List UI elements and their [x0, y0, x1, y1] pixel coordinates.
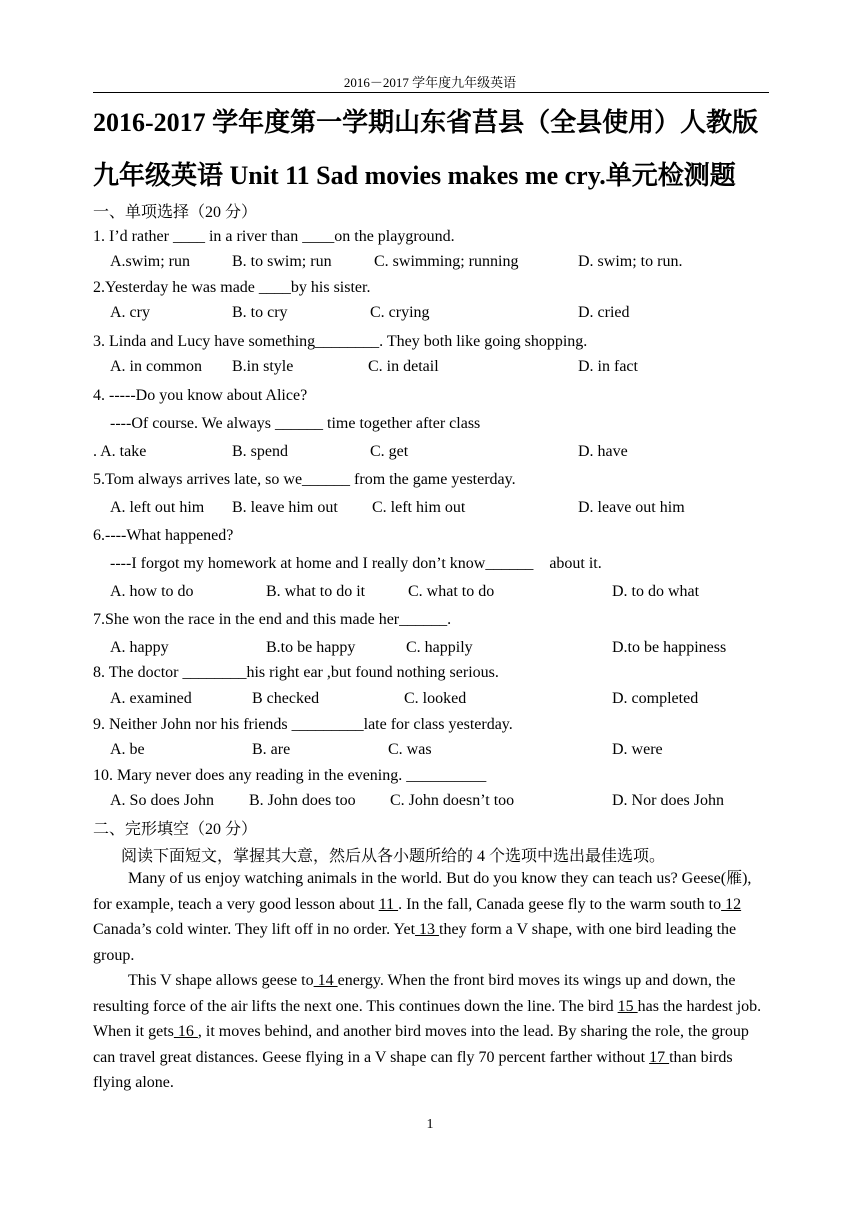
- question-stem: 3. Linda and Lucy have something________. They both like going shopping.: [93, 333, 588, 350]
- header-rule: [93, 92, 769, 93]
- blank-13: 13: [415, 921, 440, 939]
- option: C. what to do: [408, 583, 495, 600]
- blank-16: 16: [173, 1023, 198, 1041]
- option: . A. take: [93, 443, 147, 460]
- option: B. John does too: [249, 792, 356, 809]
- option: D. were: [612, 741, 663, 758]
- section-heading-choice: 一、单项选择（20 分）: [93, 204, 258, 221]
- option: D. have: [578, 443, 628, 460]
- option: A. So does John: [110, 792, 215, 809]
- option: B.to be happy: [266, 639, 356, 656]
- option: C. get: [370, 443, 409, 460]
- option: C. happily: [406, 639, 473, 656]
- blank-15: 15: [617, 997, 638, 1015]
- blank-12: 12: [721, 895, 742, 913]
- question-stem: 10. Mary never does any reading in the evening. __________: [93, 767, 487, 784]
- question-stem: 1. I’d rather ____ in a river than ____on the playground.: [93, 228, 455, 245]
- option: B. leave him out: [232, 499, 338, 516]
- running-header: 2016－2017 学年度九年级英语: [343, 75, 517, 90]
- option: A. happy: [110, 639, 169, 656]
- question-stem: 6.----What happened?: [93, 527, 234, 544]
- cloze-paragraph-1: Many of us enjoy watching animals in the world. But do you know they can teach us? Geese(雁), for example, teach a very good lesson about 11 . In the fall, Canada geese fly to the warm south to 12 Canada’s cold winter. They lift off in no order. Yet 13 they form a V shape, with one bird leading the group.: [93, 870, 752, 964]
- cloze-paragraph-2: This V shape allows geese to 14 energy. When the front bird moves its wings up and down, the resulting force of the air lifts the next one. This continues down the line. The bird 15 has the hardest job. When it gets 16 , it moves behind, and another bird moves into the lead. By sharing the role, the group can travel great distances. Geese flying in a V shape can fly 70 percent farther without 17 than birds flying alone.: [93, 972, 762, 1092]
- blank-11: 11: [378, 895, 399, 913]
- question-stem: 8. The doctor ________his right ear ,but found nothing serious.: [93, 664, 499, 681]
- option: A. in common: [110, 358, 202, 375]
- section-heading-cloze: 二、完形填空（20 分）: [93, 821, 258, 838]
- question-stem-reply: ----Of course. We always ______ time together after class: [110, 415, 481, 432]
- option: D. in fact: [578, 358, 638, 375]
- option: A. how to do: [110, 583, 194, 600]
- page-number: 1: [426, 1117, 434, 1132]
- option: A. cry: [110, 304, 150, 321]
- option: D. swim; to run.: [578, 253, 683, 270]
- option: B. to cry: [232, 304, 288, 321]
- option: B. what to do it: [266, 583, 366, 600]
- question-stem: 5.Tom always arrives late, so we______ from the game yesterday.: [93, 471, 516, 488]
- option: D. completed: [612, 690, 699, 707]
- question-stem: 2.Yesterday he was made ____by his sister.: [93, 279, 371, 296]
- option: A. examined: [110, 690, 192, 707]
- blank-17: 17: [649, 1048, 670, 1066]
- option: A. be: [110, 741, 145, 758]
- document-title-line2: 九年级英语 Unit 11 Sad movies makes me cry.单元检测题: [93, 161, 736, 190]
- option: B. to swim; run: [232, 253, 332, 270]
- option: C. in detail: [368, 358, 439, 375]
- option: B checked: [252, 690, 320, 707]
- question-stem: 9. Neither John nor his friends _________late for class yesterday.: [93, 716, 513, 733]
- option: C. left him out: [372, 499, 466, 516]
- option: C. crying: [370, 304, 430, 321]
- option: D. to do what: [612, 583, 700, 600]
- document-title-line1: 2016-2017 学年度第一学期山东省莒县（全县使用）人教版: [93, 108, 759, 137]
- option: B.in style: [232, 358, 294, 375]
- option: C. swimming; running: [374, 253, 519, 270]
- option: A. left out him: [110, 499, 205, 516]
- option: C. was: [388, 741, 432, 758]
- option: D. cried: [578, 304, 630, 321]
- blank-14: 14: [313, 972, 338, 989]
- question-stem: 7.She won the race in the end and this made her______.: [93, 611, 452, 628]
- option: D.to be happiness: [612, 639, 727, 656]
- option: C. John doesn’t too: [390, 792, 515, 809]
- option: D. leave out him: [578, 499, 685, 516]
- question-stem-reply: ----I forgot my homework at home and I really don’t know______ about it.: [110, 555, 602, 572]
- cloze-instruction: 阅读下面短文，掌握其大意，然后从各小题所给的 4 个选项中选出最佳选项。: [121, 848, 666, 865]
- option: B. are: [252, 741, 291, 758]
- option: D. Nor does John: [612, 792, 724, 809]
- option: C. looked: [404, 690, 467, 707]
- option: A.swim; run: [110, 253, 190, 270]
- option: B. spend: [232, 443, 288, 460]
- question-stem: 4. -----Do you know about Alice?: [93, 387, 308, 404]
